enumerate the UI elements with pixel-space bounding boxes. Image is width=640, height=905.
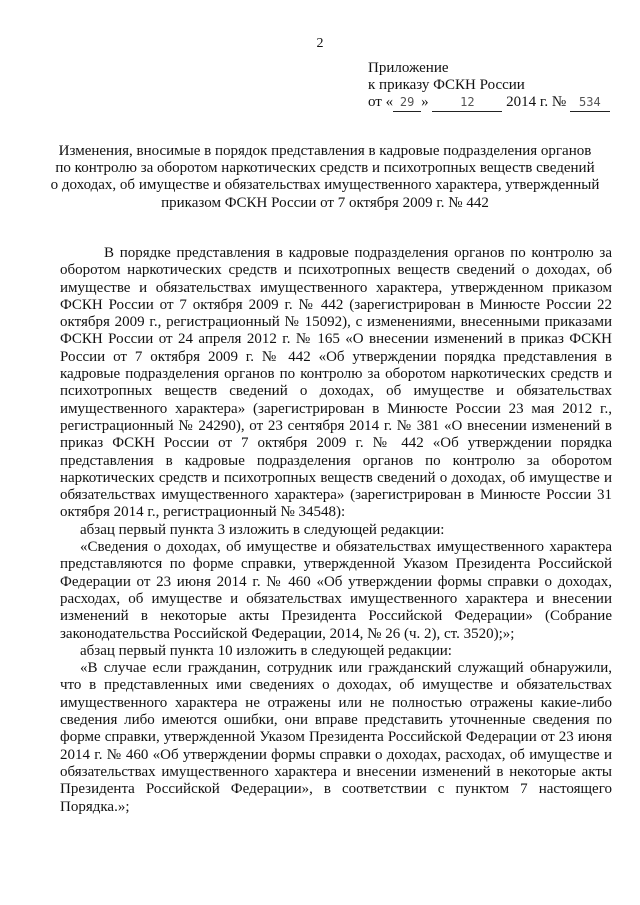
date-prefix: от « [368, 94, 394, 110]
document-title: Изменения, вносимые в порядок представления в кадровые подразделения органов по контролю за оборотом наркотических средств и психотропных веществ сведений о доходах, об имуществе и обязательствах имущественного характера, утвержденный приказом ФСКН России от 7 октября 2009 г. № 442 [50, 143, 600, 211]
quoted-paragraph: «В случае если гражданин, сотрудник или гражданский служащий обнаружили, что в представленных ими сведениях о доходах, об имуществе и обязательствах имущественного характера не отражены или не полностью отражены какие-либо сведения либо имеются ошибки, они вправе представить уточненные сведения по форме справки, утвержденной Указом Президента Российской Федерации от 23 июня 2014 г. № 460 «Об утверждении формы справки о доходах, расходах, об имуществе и обязательствах имущественного характера и внесении изменений в некоторые акты Президента Российской Федерации», в соответствии с пунктом 7 настоящего Порядка.»; [60, 660, 612, 815]
appendix-order-ref: к приказу ФСКН России [368, 77, 525, 93]
date-mid: » [421, 94, 429, 110]
document-body [60, 245, 612, 816]
intro-paragraph: В порядке представления в кадровые подразделения органов по контролю за оборотом наркотических средств и психотропных веществ сведений о доходах, об имуществе и обязательствах имущественного характера, утвержденном приказом ФСКН России от 7 октября 2009 г. № 442 (зарегистрирован в Минюсте России 22 октября 2009 г., регистрационный № 15092), с изменениями, внесенными приказами ФСКН России от 24 апреля 2012 г. № 165 «О внесении изменений в приказ ФСКН России от 7 октября 2009 г. № 442 «Об утверждении порядка представления в кадровые подразделения органов по контролю за оборотом наркотических средств и психотропных веществ сведений о доходах, об имуществе и обязательствах имущественного характера» (зарегистрирован в Минюсте России 23 мая 2012 г., регистрационный № 24290), от 23 сентября 2014 г. № 381 «О внесении изменений в приказ ФСКН России от 7 октября 2009 г. № 442 «Об утверждении порядка представления в кадровые подразделения органов по контролю за оборотом наркотических средств и психотропных веществ сведений о доходах, об имуществе и обязательствах имущественного характера» (зарегистрирован в Минюсте России 31 октября 2014 г., регистрационный № 34548): [60, 245, 612, 521]
page-number: 2 [316, 36, 324, 51]
date-day: 29 [393, 94, 421, 112]
instruction-paragraph: абзац первый пункта 3 изложить в следующей редакции: [80, 521, 445, 538]
quoted-paragraph: «Сведения о доходах, об имуществе и обязательствах имущественного характера представляются по форме справки, утвержденной Указом Президента Российской Федерации от 23 июня 2014 г. № 460 «Об утверждении формы справки о доходах, расходах, об имуществе и обязательствах имущественного характера и внесении изменений в некоторые акты Президента Российской Федерации» (Собрание законодательства Российской Федерации, 2014, № 26 (ч. 2), ст. 3520);»; [60, 539, 612, 642]
date-month: 12 [432, 94, 502, 112]
instruction-paragraph: абзац первый пункта 10 изложить в следующей редакции: [80, 642, 452, 659]
appendix-header [368, 60, 628, 112]
order-number: 534 [570, 94, 610, 112]
date-year: 2014 г. № [506, 94, 567, 110]
appendix-label: Приложение [368, 60, 449, 76]
appendix-date-line [368, 94, 628, 112]
